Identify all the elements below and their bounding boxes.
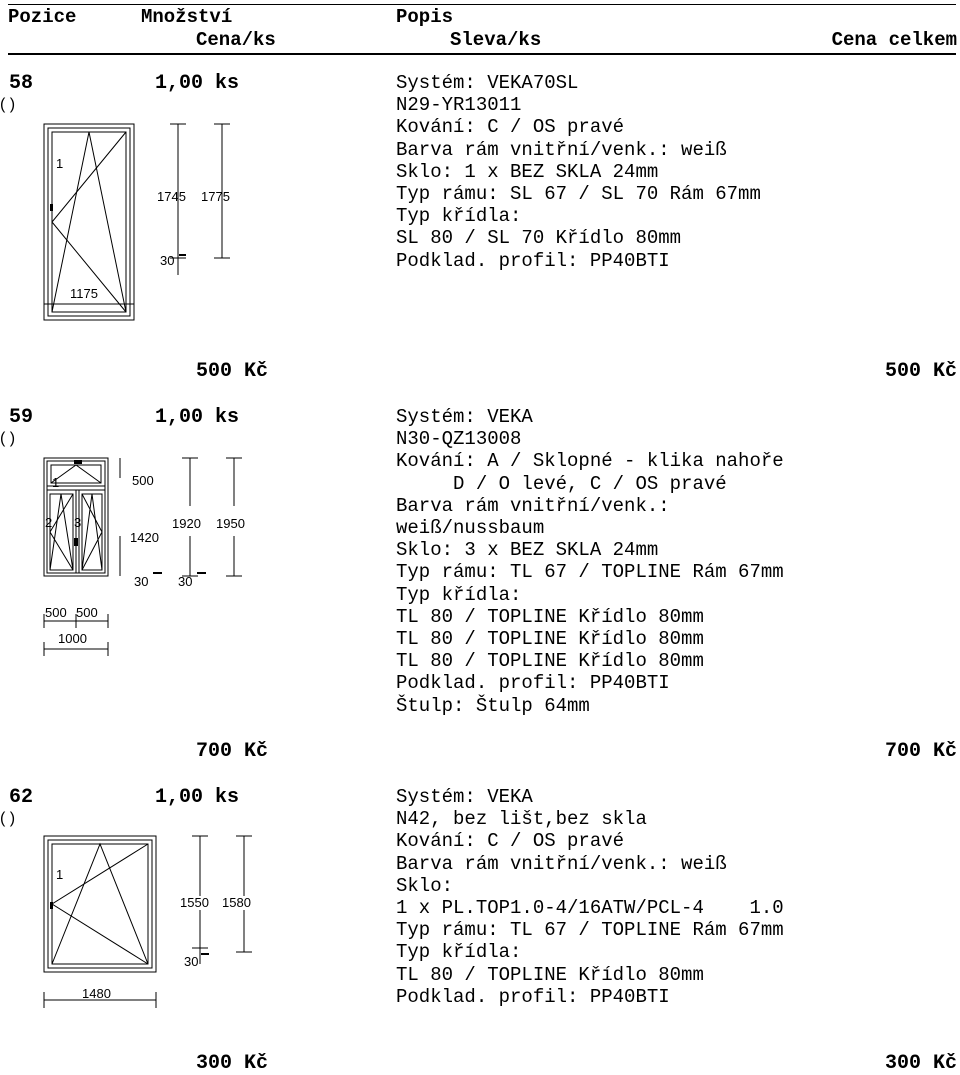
dim-width: 1000 xyxy=(58,631,87,646)
item-number: 62 xyxy=(9,786,34,809)
desc-line: Kování: C / OS pravé xyxy=(396,830,625,853)
desc-line: Typ křídla: xyxy=(396,941,522,964)
desc-line: D / O levé, C / OS pravé xyxy=(396,472,727,495)
window-drawing xyxy=(0,72,270,332)
desc-line: Podklad. profil: PP40BTI xyxy=(396,672,670,695)
dim-width-left: 500 xyxy=(45,605,67,620)
sash-number: 2 xyxy=(45,515,53,530)
item-quantity: 1,00 ks xyxy=(155,786,240,809)
desc-line: Podklad. profil: PP40BTI xyxy=(396,985,670,1008)
item-total: 500 Kč xyxy=(884,360,957,383)
desc-line: TL 80 / TOPLINE Křídlo 80mm xyxy=(396,963,704,986)
dim-lower-height: 1420 xyxy=(130,530,159,545)
item-description xyxy=(396,786,784,1008)
item-price: 700 Kč xyxy=(196,740,269,763)
item-58 xyxy=(0,72,960,392)
dim-top-height: 500 xyxy=(132,473,154,488)
header-discount: Sleva/ks xyxy=(450,29,542,51)
desc-line: N42, bez lišt,bez skla xyxy=(396,808,647,831)
desc-line: SL 80 / SL 70 Křídlo 80mm xyxy=(396,227,682,250)
desc-line: N29-YR13011 xyxy=(396,94,522,117)
dim-height-outer: 1950 xyxy=(216,516,245,531)
dim-height-inner: 1745 xyxy=(157,189,186,204)
dim-sill-b: 30 xyxy=(178,574,193,589)
desc-line: Sklo: 3 x BEZ SKLA 24mm xyxy=(396,539,659,562)
item-parens: ( ) xyxy=(0,810,16,827)
item-62 xyxy=(0,786,960,1074)
header-quantity: Množství xyxy=(141,6,233,28)
desc-line: TL 80 / TOPLINE Křídlo 80mm xyxy=(396,650,704,673)
desc-line: 1 x PL.TOP1.0-4/16ATW/PCL-4 1.0 xyxy=(396,897,784,920)
desc-line: N30-QZ13008 xyxy=(396,428,522,451)
item-total: 300 Kč xyxy=(884,1052,957,1075)
desc-line: Barva rám vnitřní/venk.: weiß xyxy=(396,852,727,875)
desc-line: Systém: VEKA70SL xyxy=(396,72,579,94)
dim-width: 1175 xyxy=(70,286,98,301)
window-drawing xyxy=(0,786,270,1026)
header-rule xyxy=(8,53,956,55)
desc-line: Typ křídla: xyxy=(396,205,522,228)
item-total: 700 Kč xyxy=(884,740,957,763)
dim-sill: 30 xyxy=(160,253,175,268)
dim-sill: 30 xyxy=(184,954,199,969)
desc-line: Sklo: 1 x BEZ SKLA 24mm xyxy=(396,160,659,183)
desc-line: Štulp: Štulp 64mm xyxy=(396,694,590,717)
desc-line: Barva rám vnitřní/venk.: xyxy=(396,494,670,517)
desc-line: TL 80 / TOPLINE Křídlo 80mm xyxy=(396,628,704,651)
desc-line: weiß/nussbaum xyxy=(396,517,545,540)
item-price: 500 Kč xyxy=(196,360,269,383)
desc-line: Typ rámu: TL 67 / TOPLINE Rám 67mm xyxy=(396,561,784,584)
top-rule xyxy=(8,4,956,5)
sash-number: 1 xyxy=(52,475,60,490)
item-description xyxy=(396,406,784,717)
item-parens: ( ) xyxy=(0,430,16,447)
desc-line: Sklo: xyxy=(396,874,454,897)
item-quantity: 1,00 ks xyxy=(155,406,240,429)
sash-number: 1 xyxy=(56,867,64,882)
item-quantity: 1,00 ks xyxy=(155,72,240,95)
item-59 xyxy=(0,406,960,776)
desc-line: Podklad. profil: PP40BTI xyxy=(396,249,670,272)
desc-line: Kování: A / Sklopné - klika nahoře xyxy=(396,450,784,473)
sash-number: 1 xyxy=(56,156,64,171)
item-description xyxy=(396,72,761,272)
desc-line: Typ rámu: SL 67 / SL 70 Rám 67mm xyxy=(396,183,761,206)
dim-height-outer: 1775 xyxy=(201,189,230,204)
desc-line: Barva rám vnitřní/venk.: weiß xyxy=(396,138,727,161)
item-number: 58 xyxy=(9,72,34,95)
item-parens: ( ) xyxy=(0,96,16,113)
desc-line: Systém: VEKA xyxy=(396,786,533,808)
dim-height-inner: 1550 xyxy=(180,895,209,910)
dim-sill-a: 30 xyxy=(134,574,149,589)
dim-height-outer: 1580 xyxy=(222,895,251,910)
dim-width-right: 500 xyxy=(76,605,98,620)
desc-line: Systém: VEKA xyxy=(396,406,533,428)
sash-number: 3 xyxy=(74,515,82,530)
desc-line: TL 80 / TOPLINE Křídlo 80mm xyxy=(396,605,704,628)
item-price: 300 Kč xyxy=(196,1052,269,1075)
item-number: 59 xyxy=(9,406,34,429)
desc-line: Typ křídla: xyxy=(396,583,522,606)
header-description: Popis xyxy=(396,6,454,28)
header-total: Cena celkem xyxy=(831,29,957,51)
dim-width: 1480 xyxy=(82,986,111,1001)
header-position: Pozice xyxy=(8,6,77,28)
dim-height-inner: 1920 xyxy=(172,516,201,531)
header-unit-price: Cena/ks xyxy=(196,29,276,51)
desc-line: Kování: C / OS pravé xyxy=(396,116,625,139)
desc-line: Typ rámu: TL 67 / TOPLINE Rám 67mm xyxy=(396,919,784,942)
window-drawing xyxy=(0,406,270,666)
